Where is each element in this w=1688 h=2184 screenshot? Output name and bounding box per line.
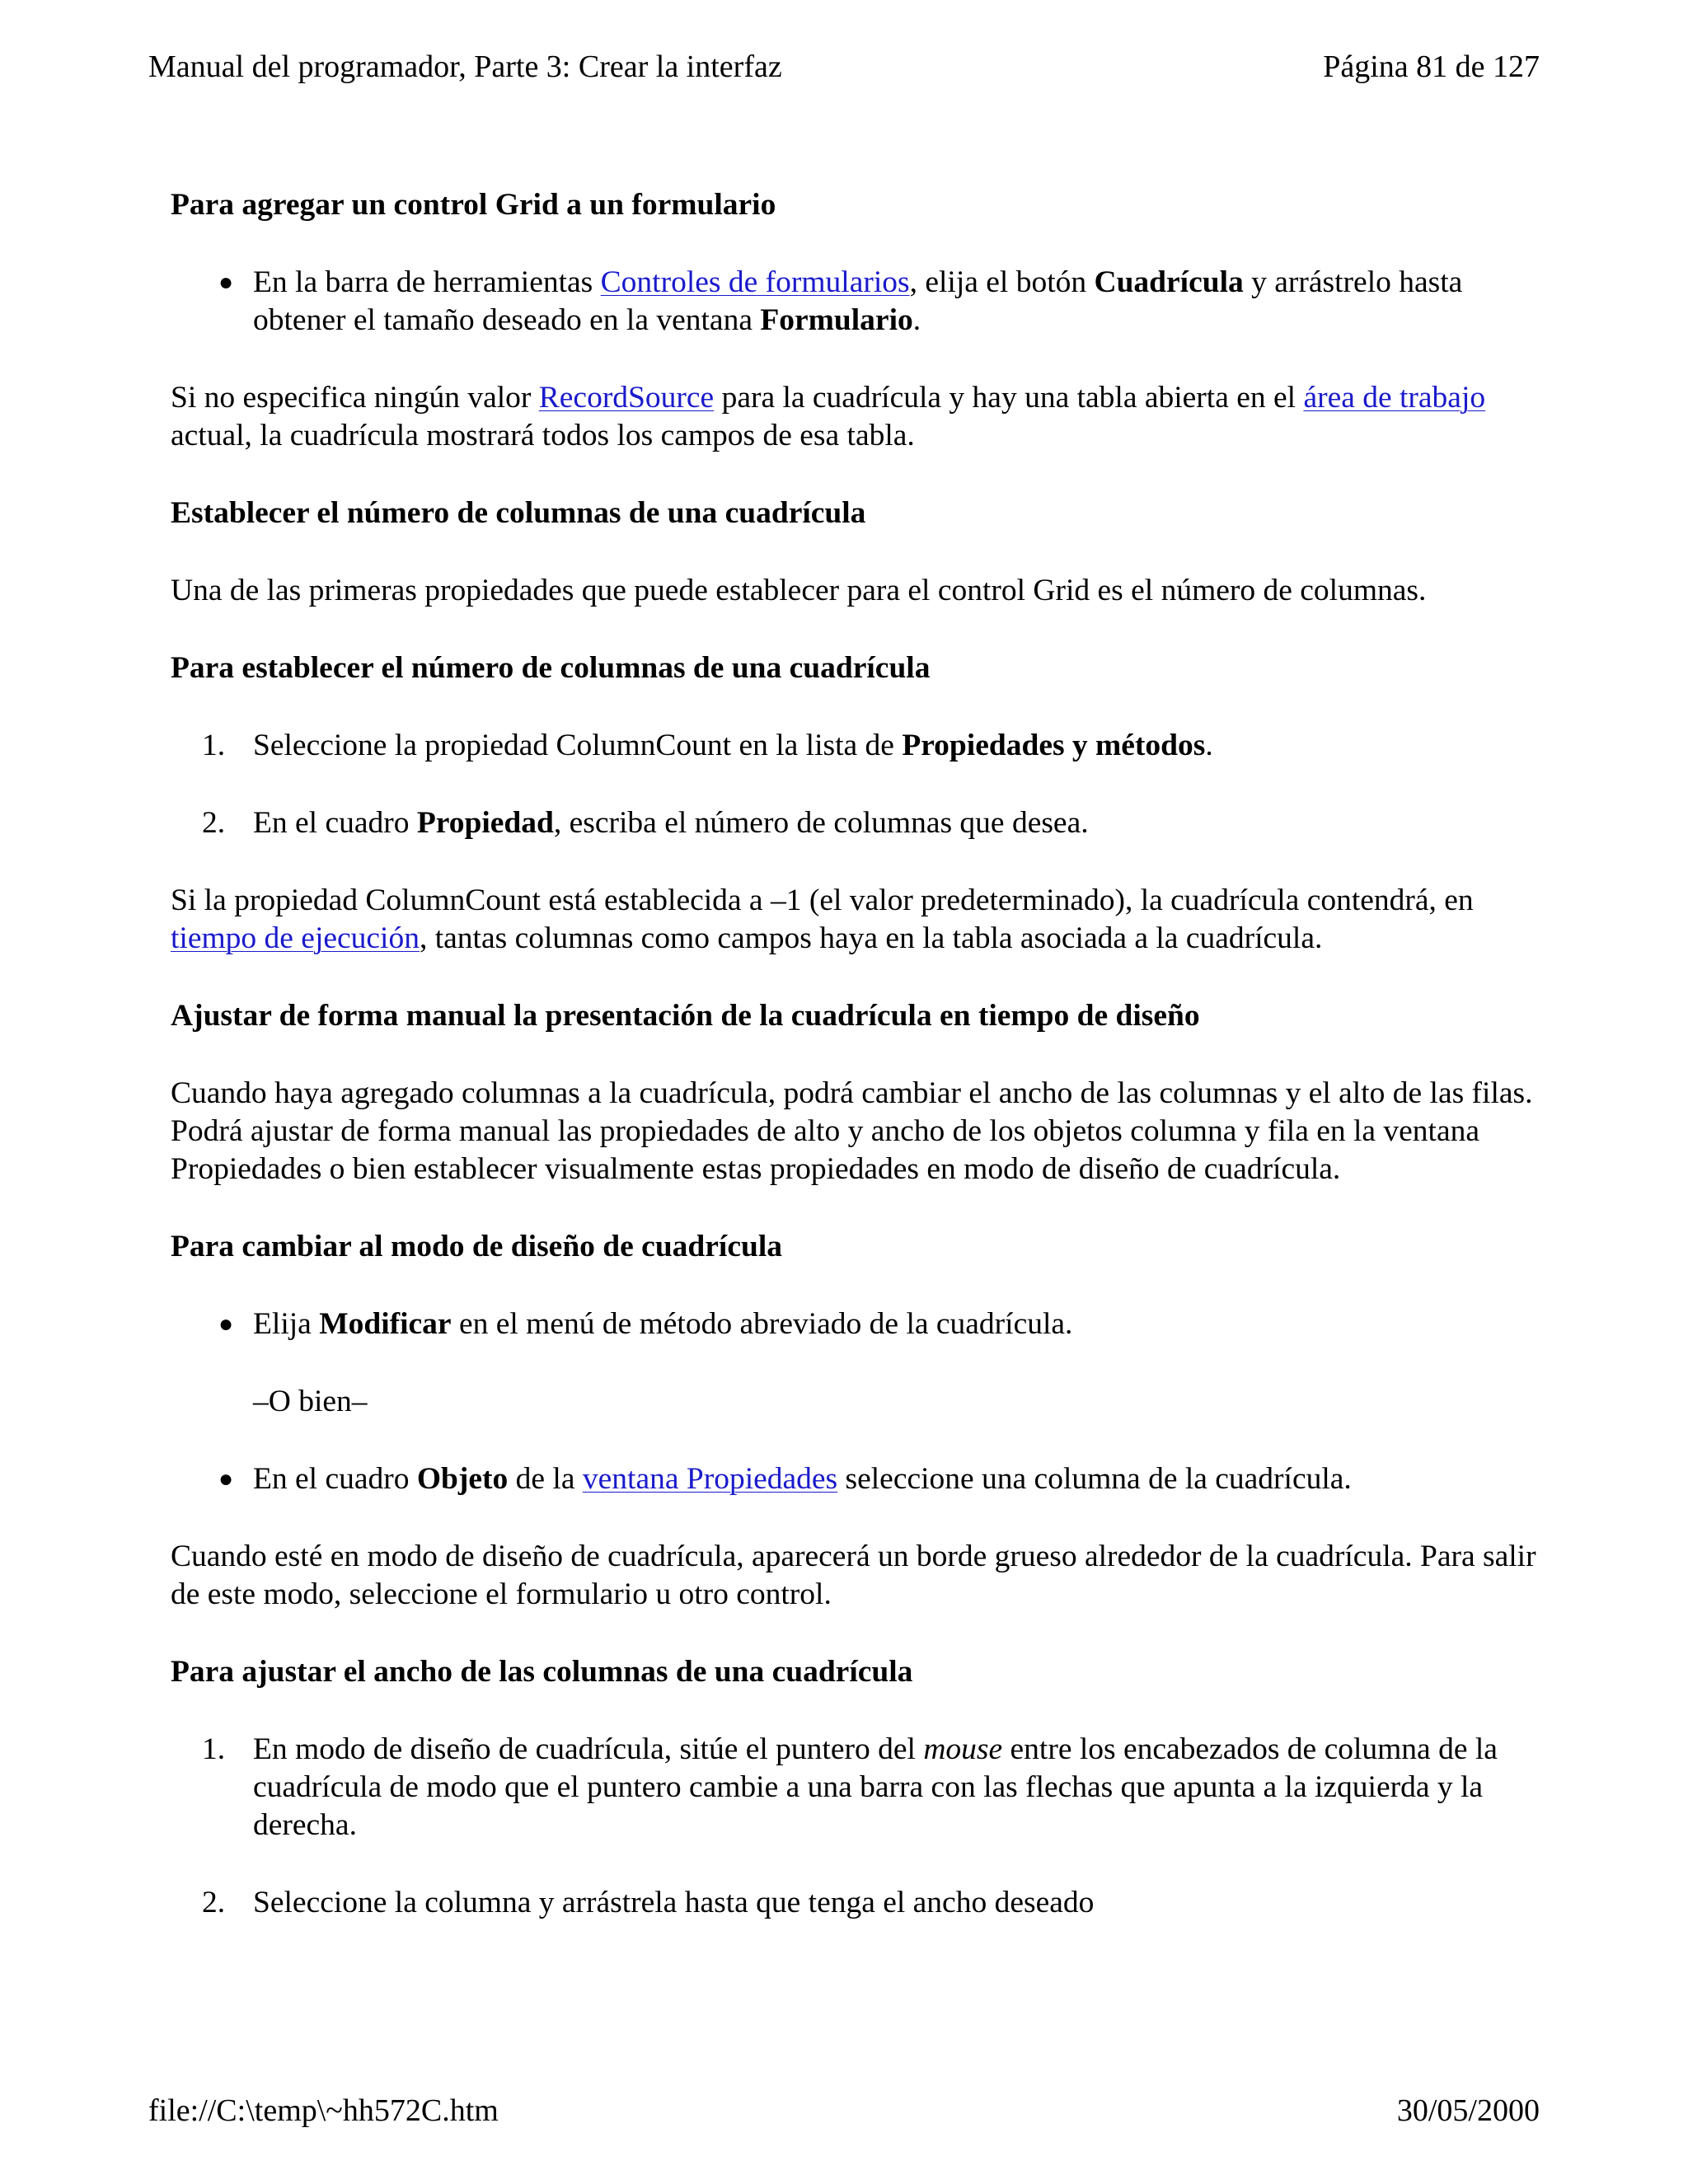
text-run: .	[1205, 729, 1213, 762]
document-body	[171, 186, 1539, 1961]
bullet-icon: ●	[218, 1465, 234, 1493]
footer-date: 30/05/2000	[1396, 2093, 1540, 2128]
bullet-list-add-grid	[171, 264, 1539, 340]
link-ventana-propiedades[interactable]: ventana Propiedades	[582, 1462, 838, 1496]
header-title: Manual del programador, Parte 3: Crear la interfaz	[148, 49, 782, 84]
section-heading-columns: Establecer el número de columnas de una cuadrícula	[171, 496, 866, 530]
step-number: 1.	[202, 1732, 226, 1766]
step-number: 2.	[202, 1886, 226, 1919]
text-run: Elija	[253, 1307, 320, 1341]
bullet-icon: ●	[218, 269, 234, 296]
text-run: Si no especifica ningún valor	[171, 381, 539, 415]
bullet-icon: ●	[218, 1310, 234, 1338]
text-run: En el cuadro	[253, 1462, 417, 1496]
numbered-list-set-columns	[171, 727, 1539, 842]
bold-term: Formulario	[760, 303, 913, 337]
bold-term: Cuadrícula	[1094, 265, 1244, 299]
text-run: Si la propiedad ColumnCount está establecida a –1 (el valor predeterminado), la cuadrícula contendrá, en	[171, 883, 1474, 917]
text-run: .	[912, 303, 921, 337]
header-page-number: Página 81 de 127	[1323, 49, 1540, 84]
list-item	[171, 1460, 1539, 1498]
or-separator: –O bien–	[253, 1385, 368, 1418]
bold-term: Propiedades y métodos	[902, 729, 1206, 762]
paragraph-design-mode-border: Cuando esté en modo de diseño de cuadrícula, aparecerá un borde grueso alrededor de la cuadrícula. Para salir de este modo, seleccione el formulario u otro control.	[171, 1540, 1536, 1611]
section-heading-set-columns: Para establecer el número de columnas de una cuadrícula	[171, 651, 931, 685]
text-run: actual, la cuadrícula mostrará todos los campos de esa tabla.	[171, 419, 915, 452]
text-run: Seleccione la propiedad ColumnCount en la lista de	[253, 729, 903, 762]
page-header	[148, 48, 1540, 86]
text-run: entre los encabezados de columna de la cuadrícula de modo que el puntero cambie a una barra con las flechas que apunta a la izquierda y la derecha.	[253, 1732, 1498, 1842]
text-run: seleccione una columna de la cuadrícula.	[837, 1462, 1352, 1496]
section-heading-add-grid: Para agregar un control Grid a un formulario	[171, 188, 776, 222]
link-area-de-trabajo[interactable]: área de trabajo	[1303, 381, 1486, 415]
text-run: de la	[508, 1462, 583, 1496]
paragraph-columns: Una de las primeras propiedades que puede establecer para el control Grid es el número de columnas.	[171, 574, 1427, 607]
list-item	[171, 264, 1539, 340]
text-run: En modo de diseño de cuadrícula, sitúe el puntero del	[253, 1732, 924, 1766]
step-number: 2.	[202, 806, 226, 840]
paragraph-recordsource	[171, 379, 1539, 455]
bold-term: Propiedad	[416, 806, 554, 840]
list-item	[171, 1884, 1539, 1922]
section-heading-design-mode: Para cambiar al modo de diseño de cuadrícula	[171, 1230, 783, 1263]
link-controles-de-formularios[interactable]: Controles de formularios	[600, 265, 910, 299]
link-recordsource[interactable]: RecordSource	[538, 381, 715, 415]
list-item	[171, 804, 1539, 842]
text-run: , escriba el número de columnas que desea.	[553, 806, 1089, 840]
bold-term: Modificar	[319, 1307, 452, 1341]
text-run: en el menú de método abreviado de la cuadrícula.	[451, 1307, 1073, 1341]
text-run: Seleccione la columna y arrástrela hasta que tenga el ancho deseado	[253, 1886, 1095, 1919]
text-run: , tantas columnas como campos haya en la tabla asociada a la cuadrícula.	[419, 921, 1323, 955]
list-item	[171, 1305, 1539, 1343]
paragraph-columncount	[171, 882, 1539, 958]
text-run: En la barra de herramientas	[253, 265, 601, 299]
numbered-list-column-width	[171, 1731, 1539, 1922]
footer-file-path: file://C:\temp\~hh572C.htm	[148, 2093, 499, 2128]
section-heading-column-width: Para ajustar el ancho de las columnas de una cuadrícula	[171, 1655, 913, 1689]
text-run: para la cuadrícula y hay una tabla abierta en el	[714, 381, 1304, 415]
bold-term: Objeto	[416, 1462, 509, 1496]
paragraph-manual-adjust: Cuando haya agregado columnas a la cuadrícula, podrá cambiar el ancho de las columnas y el alto de las filas. Podrá ajustar de forma manual las propiedades de alto y ancho de los objetos columna y fila en la ventana Propiedades o bien establecer visualmente estas propiedades en modo de diseño de cuadrícula.	[171, 1076, 1533, 1186]
page-footer	[148, 2092, 1540, 2130]
list-item	[171, 727, 1539, 765]
step-number: 1.	[202, 729, 226, 762]
text-run: En el cuadro	[253, 806, 417, 840]
link-tiempo-de-ejecucion[interactable]: tiempo de ejecución	[171, 921, 420, 955]
list-item	[171, 1731, 1539, 1844]
section-heading-manual-adjust: Ajustar de forma manual la presentación de la cuadrícula en tiempo de diseño	[171, 999, 1200, 1033]
italic-term: mouse	[923, 1732, 1003, 1766]
bullet-list-design-mode	[171, 1305, 1539, 1343]
text-run: y arrástrelo hasta obtener el tamaño deseado en la ventana	[253, 265, 1463, 337]
text-run: , elija el botón	[909, 265, 1095, 299]
bullet-list-design-mode-alt	[171, 1460, 1539, 1498]
